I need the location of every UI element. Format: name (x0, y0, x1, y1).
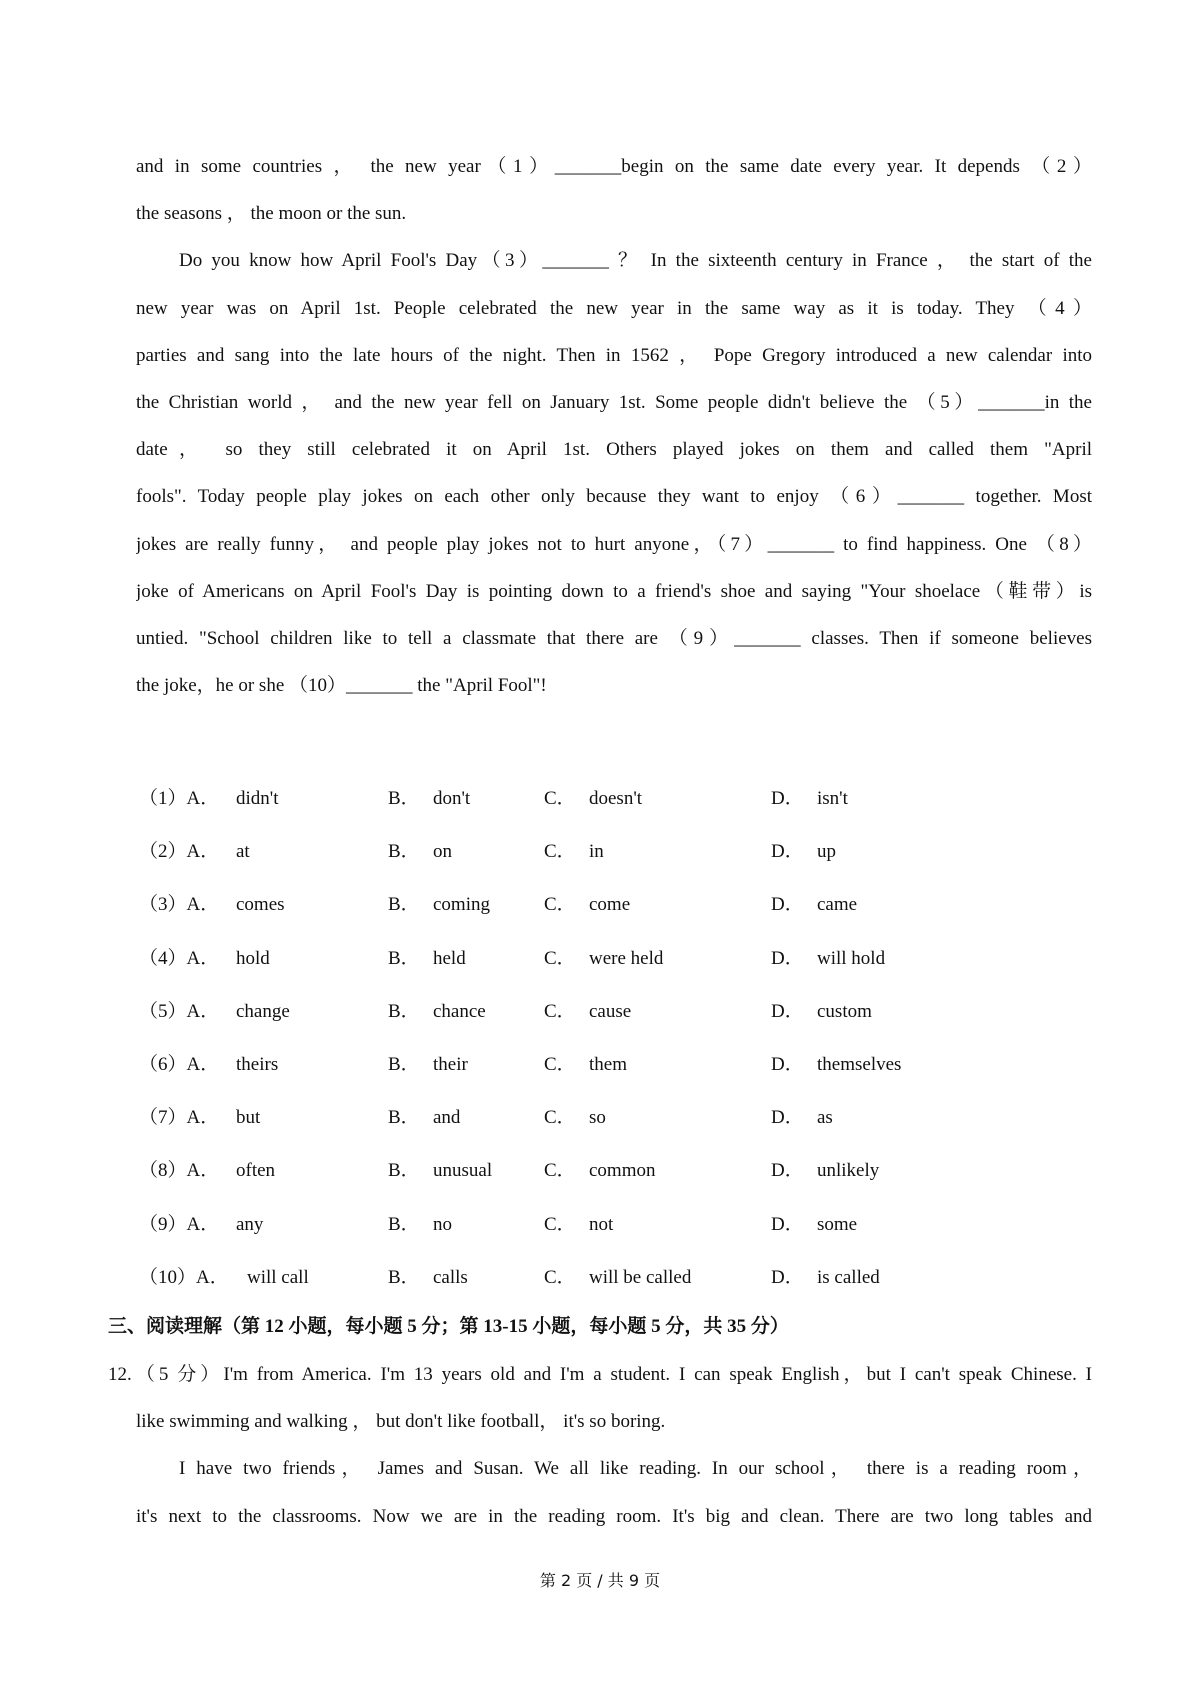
option-d-text: custom (817, 1000, 872, 1022)
passage-line: jokes are really funny， and people play jokes not to hurt anyone，（7）_______ to find happiness. One （8） (136, 533, 1092, 555)
question-number: （1）A． (139, 788, 220, 809)
passage-line: and in some countries ， the new year（1）_______begin on the same date every year. It depends （2） (136, 156, 1092, 177)
question-row-3 (0, 878, 1200, 931)
option-d-label: D． (771, 947, 804, 969)
question-number: （8）A． (139, 1160, 220, 1182)
option-d-text: as (817, 1107, 833, 1129)
passage-line: the seasons ， the moon or the sun. (136, 203, 407, 225)
option-c-text: in (589, 841, 604, 863)
question-12-line: I have two friends， James and Susan. We all like reading. In our school， there is a reading room， (179, 1458, 1092, 1480)
option-c-label: C． (544, 1213, 576, 1235)
passage-line: joke of Americans on April Fool's Day is pointing down to a friend's shoe and saying "Your shoelace（鞋带）is (136, 580, 1092, 602)
passage (136, 143, 1092, 709)
option-b-text: no (433, 1213, 452, 1235)
question-row-5 (0, 985, 1200, 1038)
question-row-4 (0, 932, 1200, 985)
option-b-label: B． (388, 894, 420, 916)
option-b-label: B． (388, 947, 420, 969)
option-b-label: B． (388, 788, 420, 809)
option-c-text: them (589, 1053, 627, 1075)
option-c-text: were held (589, 947, 664, 969)
option-b-text: held (433, 947, 466, 969)
page-footer: 第 2 页 / 共 9 页 (539, 1571, 661, 1590)
option-a-text: comes (236, 894, 285, 916)
option-c-text: cause (589, 1000, 632, 1022)
question-row-1 (0, 772, 1200, 825)
passage-line: fools". Today people play jokes on each other only because they want to enjoy （6）_______ together. Most (136, 486, 1092, 508)
option-b-label: B． (388, 1053, 420, 1075)
option-c-text: come (589, 894, 631, 916)
option-b-label: B． (388, 1213, 420, 1235)
option-b-label: B． (388, 1107, 420, 1129)
option-d-text: some (817, 1213, 858, 1235)
option-d-label: D． (771, 1160, 804, 1182)
question-row-8 (0, 1144, 1200, 1197)
option-d-text: is called (817, 1266, 880, 1288)
option-d-label: D． (771, 1213, 804, 1235)
option-d-label: D． (771, 1107, 804, 1129)
passage-line: parties and sang into the late hours of the night. Then in 1562 ， Pope Gregory introduced a new calendar into (136, 344, 1092, 366)
option-a-text: hold (236, 947, 270, 969)
passage-line: Do you know how April Fool's Day（3）_______ ？ In the sixteenth century in France ， the start of the (179, 250, 1092, 272)
option-a-text: at (236, 841, 250, 863)
option-c-text: doesn't (589, 788, 643, 809)
option-c-label: C． (544, 1000, 576, 1022)
option-c-text: so (589, 1107, 606, 1129)
option-d-label: D． (771, 894, 804, 916)
question-number: （9）A． (139, 1213, 220, 1235)
section-heading: 三、阅读理解（第 12 小题，每小题 5 分；第 13-15 小题，每小题 5 分，共 35 分） (108, 1316, 789, 1337)
option-c-label: C． (544, 788, 576, 809)
passage-line: the Christian world ， and the new year fell on January 1st. Some people didn't believe the （5）_______in the (136, 391, 1092, 413)
option-b-text: on (433, 841, 452, 863)
option-c-label: C． (544, 1160, 576, 1182)
question-number: （3）A． (139, 894, 220, 916)
option-d-text: isn't (817, 788, 848, 809)
option-b-label: B． (388, 1160, 420, 1182)
option-a-text: but (236, 1107, 261, 1129)
option-c-text: common (589, 1160, 656, 1182)
option-a-text: change (236, 1000, 290, 1022)
option-c-label: C． (544, 1266, 576, 1288)
question-row-10 (0, 1251, 1200, 1304)
question-number: （10）A． (139, 1266, 229, 1288)
question-row-7 (0, 1091, 1200, 1144)
option-b-text: unusual (433, 1160, 493, 1182)
answer-options (0, 772, 1200, 1304)
option-a-text: any (236, 1213, 264, 1235)
option-c-label: C． (544, 947, 576, 969)
passage-line: date， so they still celebrated it on April 1st. Others played jokes on them and called them "April (136, 439, 1092, 461)
passage-line: the joke，he or she （10）_______ the "April Fool"! (136, 675, 547, 697)
option-b-label: B． (388, 1000, 420, 1022)
question-number: （7）A． (139, 1107, 220, 1129)
option-c-label: C． (544, 894, 576, 916)
passage-line: untied. "School children like to tell a classmate that there are （9）_______ classes. Then if someone believes (136, 627, 1092, 649)
option-b-text: coming (433, 894, 490, 916)
option-b-text: chance (433, 1000, 486, 1022)
option-a-text: will call (247, 1266, 309, 1288)
option-c-label: C． (544, 841, 576, 863)
option-d-text: came (817, 894, 858, 916)
question-row-9 (0, 1198, 1200, 1251)
option-b-label: B． (388, 841, 420, 863)
option-c-text: not (589, 1213, 614, 1235)
passage-line: new year was on April 1st. People celebrated the new year in the same way as it is today. They （4） (136, 297, 1092, 319)
question-12-line: it's next to the classrooms. Now we are in the reading room. It's big and clean. There are two long tables and (136, 1505, 1092, 1527)
option-d-label: D． (771, 1000, 804, 1022)
option-c-label: C． (544, 1107, 576, 1129)
option-d-label: D． (771, 1053, 804, 1075)
option-a-text: often (236, 1160, 276, 1182)
option-b-text: don't (433, 788, 471, 809)
option-c-text: will be called (589, 1266, 692, 1288)
question-12 (108, 1351, 1092, 1540)
question-row-2 (0, 825, 1200, 878)
option-d-label: D． (771, 788, 804, 809)
option-d-text: unlikely (817, 1160, 880, 1182)
option-a-text: theirs (236, 1053, 279, 1075)
question-12-line: 12.（5 分）I'm from America. I'm 13 years old and I'm a student. I can speak English，but I can't speak Chinese. I (108, 1364, 1092, 1385)
question-number: （2）A． (139, 841, 220, 863)
option-d-label: D． (771, 1266, 804, 1288)
question-12-line: like swimming and walking ， but don't like football， it's so boring. (136, 1411, 666, 1433)
option-b-text: calls (433, 1266, 468, 1288)
option-a-text: didn't (236, 788, 279, 809)
option-b-label: B． (388, 1266, 420, 1288)
option-b-text: and (433, 1107, 461, 1129)
option-d-text: themselves (817, 1053, 902, 1075)
option-d-text: will hold (817, 947, 886, 969)
option-d-text: up (817, 841, 836, 863)
option-d-label: D． (771, 841, 804, 863)
question-row-6 (0, 1038, 1200, 1091)
question-number: （6）A． (139, 1053, 220, 1075)
option-c-label: C． (544, 1053, 576, 1075)
question-number: （4）A． (139, 947, 220, 969)
option-b-text: their (433, 1053, 468, 1075)
question-number: （5）A． (139, 1000, 220, 1022)
